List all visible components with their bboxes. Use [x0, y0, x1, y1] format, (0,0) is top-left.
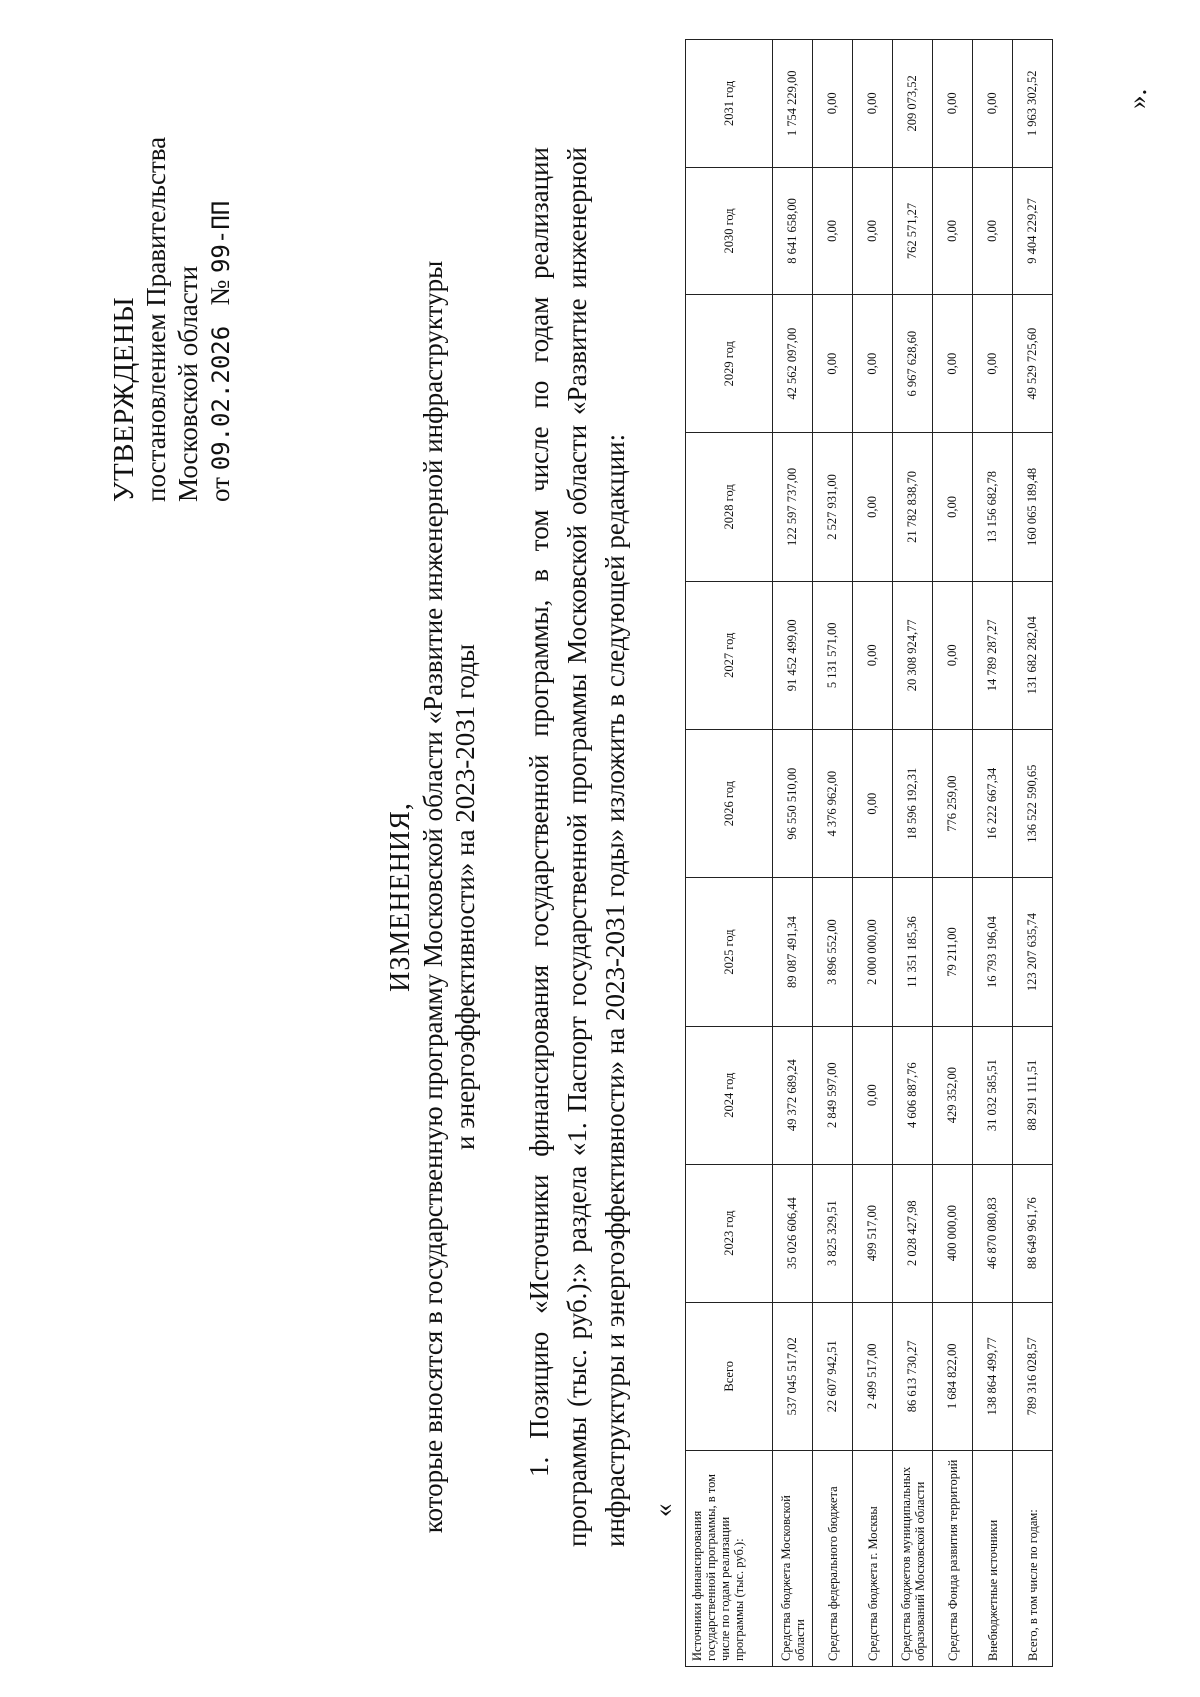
table-cell: 0,00 — [853, 729, 893, 877]
table-cell: 89 087 491,34 — [773, 878, 813, 1026]
header-2025: 2025 год — [686, 878, 773, 1026]
approval-stamp — [108, 82, 237, 502]
table-cell: 0,00 — [933, 295, 973, 433]
table-cell: 537 045 517,02 — [773, 1302, 813, 1450]
open-quote: « — [648, 1503, 678, 1517]
table-cell: 4 376 962,00 — [813, 729, 853, 877]
amendment-paragraph: 1. Позицию «Источники финансирования государственной программы, в том числе по годам реализации программы (тыс. руб.):» раздела «1. Паспорт государственной программы Московской области «Развитие инженерной инфраструктуры и энергоэффективности» на 2023-2031 годы» изложить в следующей редакции: — [524, 147, 630, 1547]
approval-title: УТВЕРЖДЕНЫ — [108, 296, 140, 502]
table-cell: 0,00 — [853, 581, 893, 729]
header-2027: 2027 год — [686, 581, 773, 729]
row-label: Всего, в том числе по годам: — [1013, 1451, 1053, 1667]
approval-date-line — [204, 82, 237, 502]
table-cell: 400 000,00 — [933, 1164, 973, 1302]
table-cell: 2 527 931,00 — [813, 433, 853, 581]
table-header-row — [686, 40, 773, 1667]
table-cell: 2 028 427,98 — [893, 1164, 933, 1302]
header-sources: Источники финансирования государственной программы, в том числе по годам реализации программы (тыс. руб.): — [686, 1451, 773, 1667]
table-cell: 18 596 192,31 — [893, 729, 933, 877]
table-cell: 11 351 185,36 — [893, 878, 933, 1026]
table-cell: 14 789 287,27 — [973, 581, 1013, 729]
table-cell: 122 597 737,00 — [773, 433, 813, 581]
document-heading — [385, 197, 481, 1597]
table-cell: 0,00 — [853, 433, 893, 581]
table-cell: 9 404 229,27 — [1013, 167, 1053, 295]
approval-number-sign: № — [205, 279, 235, 306]
table-cell: 0,00 — [813, 40, 853, 168]
header-2031: 2031 год — [686, 40, 773, 168]
table-cell: 2 849 597,00 — [813, 1026, 853, 1164]
table-cell: 16 793 196,04 — [973, 878, 1013, 1026]
table-row-total — [1013, 40, 1053, 1667]
table-cell: 0,00 — [933, 167, 973, 295]
table-cell: 49 372 689,24 — [773, 1026, 813, 1164]
table-cell: 776 259,00 — [933, 729, 973, 877]
table-cell: 429 352,00 — [933, 1026, 973, 1164]
table-cell: 123 207 635,74 — [1013, 878, 1053, 1026]
table-cell: 0,00 — [973, 167, 1013, 295]
table-cell: 88 291 111,51 — [1013, 1026, 1053, 1164]
table-cell: 0,00 — [853, 295, 893, 433]
table-row — [813, 40, 853, 1667]
header-2023: 2023 год — [686, 1164, 773, 1302]
table-cell: 0,00 — [853, 40, 893, 168]
row-label: Средства бюджета г. Москвы — [853, 1451, 893, 1667]
approval-line-2: Московской области — [173, 265, 203, 502]
table-row — [773, 40, 813, 1667]
document-subtitle-line-2: и энергоэффективности» на 2023-2031 годы — [450, 644, 480, 1150]
table-cell: 79 211,00 — [933, 878, 973, 1026]
table-cell: 8 641 658,00 — [773, 167, 813, 295]
table-cell: 0,00 — [933, 40, 973, 168]
approval-line-1: постановлением Правительства — [141, 136, 171, 502]
header-2029: 2029 год — [686, 295, 773, 433]
table-cell: 2 000 000,00 — [853, 878, 893, 1026]
table-cell: 209 073,52 — [893, 40, 933, 168]
approval-number: 99-ПП — [207, 200, 235, 274]
table-cell: 3 825 329,51 — [813, 1164, 853, 1302]
document-title: ИЗМЕНЕНИЯ, — [385, 802, 416, 992]
row-label: Средства бюджетов муниципальных образований Московской области — [893, 1451, 933, 1667]
row-label: Средства бюджета Московской области — [773, 1451, 813, 1667]
table-cell: 46 870 080,83 — [973, 1164, 1013, 1302]
table-row — [973, 40, 1013, 1667]
table-cell: 35 026 606,44 — [773, 1164, 813, 1302]
table-cell: 1 754 229,00 — [773, 40, 813, 168]
table-cell: 0,00 — [813, 167, 853, 295]
table-cell: 0,00 — [933, 433, 973, 581]
header-2028: 2028 год — [686, 433, 773, 581]
table-cell: 88 649 961,76 — [1013, 1164, 1053, 1302]
row-label: Средства Фонда развития территорий — [933, 1451, 973, 1667]
table-cell: 49 529 725,60 — [1013, 295, 1053, 433]
table-row — [893, 40, 933, 1667]
header-total: Всего — [686, 1302, 773, 1450]
table-cell: 0,00 — [813, 295, 853, 433]
table-cell: 6 967 628,60 — [893, 295, 933, 433]
table-cell: 138 864 499,77 — [973, 1302, 1013, 1450]
table-cell: 1 684 822,00 — [933, 1302, 973, 1450]
header-2024: 2024 год — [686, 1026, 773, 1164]
approval-date-prefix: от — [205, 477, 235, 502]
table-cell: 131 682 282,04 — [1013, 581, 1053, 729]
header-2026: 2026 год — [686, 729, 773, 877]
table-cell: 789 316 028,57 — [1013, 1302, 1053, 1450]
table-cell: 86 613 730,27 — [893, 1302, 933, 1450]
table-cell: 499 517,00 — [853, 1164, 893, 1302]
table-cell: 13 156 682,78 — [973, 433, 1013, 581]
table-cell: 3 896 552,00 — [813, 878, 853, 1026]
table-cell: 4 606 887,76 — [893, 1026, 933, 1164]
table-cell: 0,00 — [853, 1026, 893, 1164]
financing-table — [685, 39, 1053, 1667]
table-cell: 42 562 097,00 — [773, 295, 813, 433]
table-cell: 762 571,27 — [893, 167, 933, 295]
table-cell: 22 607 942,51 — [813, 1302, 853, 1450]
header-2030: 2030 год — [686, 167, 773, 295]
row-label: Средства федерального бюджета — [813, 1451, 853, 1667]
table-cell: 2 499 517,00 — [853, 1302, 893, 1450]
table-cell: 91 452 499,00 — [773, 581, 813, 729]
table-cell: 0,00 — [973, 295, 1013, 433]
table-row — [853, 40, 893, 1667]
table-cell: 0,00 — [853, 167, 893, 295]
table-cell: 96 550 510,00 — [773, 729, 813, 877]
document-subtitle-line-1: которые вносятся в государственную программу Московской области «Развитие инженерной инфраструктуры — [418, 260, 448, 1534]
table-cell: 1 963 302,52 — [1013, 40, 1053, 168]
table-cell: 0,00 — [973, 40, 1013, 168]
table-cell: 16 222 667,34 — [973, 729, 1013, 877]
approval-date: 09.02.2026 — [207, 325, 235, 471]
table-row — [933, 40, 973, 1667]
table-cell: 5 131 571,00 — [813, 581, 853, 729]
table-cell: 136 522 590,65 — [1013, 729, 1053, 877]
table-cell: 31 032 585,51 — [973, 1026, 1013, 1164]
table-cell: 160 065 189,48 — [1013, 433, 1053, 581]
table-cell: 21 782 838,70 — [893, 433, 933, 581]
row-label: Внебюджетные источники — [973, 1451, 1013, 1667]
close-quote: ». — [1122, 88, 1152, 109]
table-cell: 20 308 924,77 — [893, 581, 933, 729]
table-cell: 0,00 — [933, 581, 973, 729]
